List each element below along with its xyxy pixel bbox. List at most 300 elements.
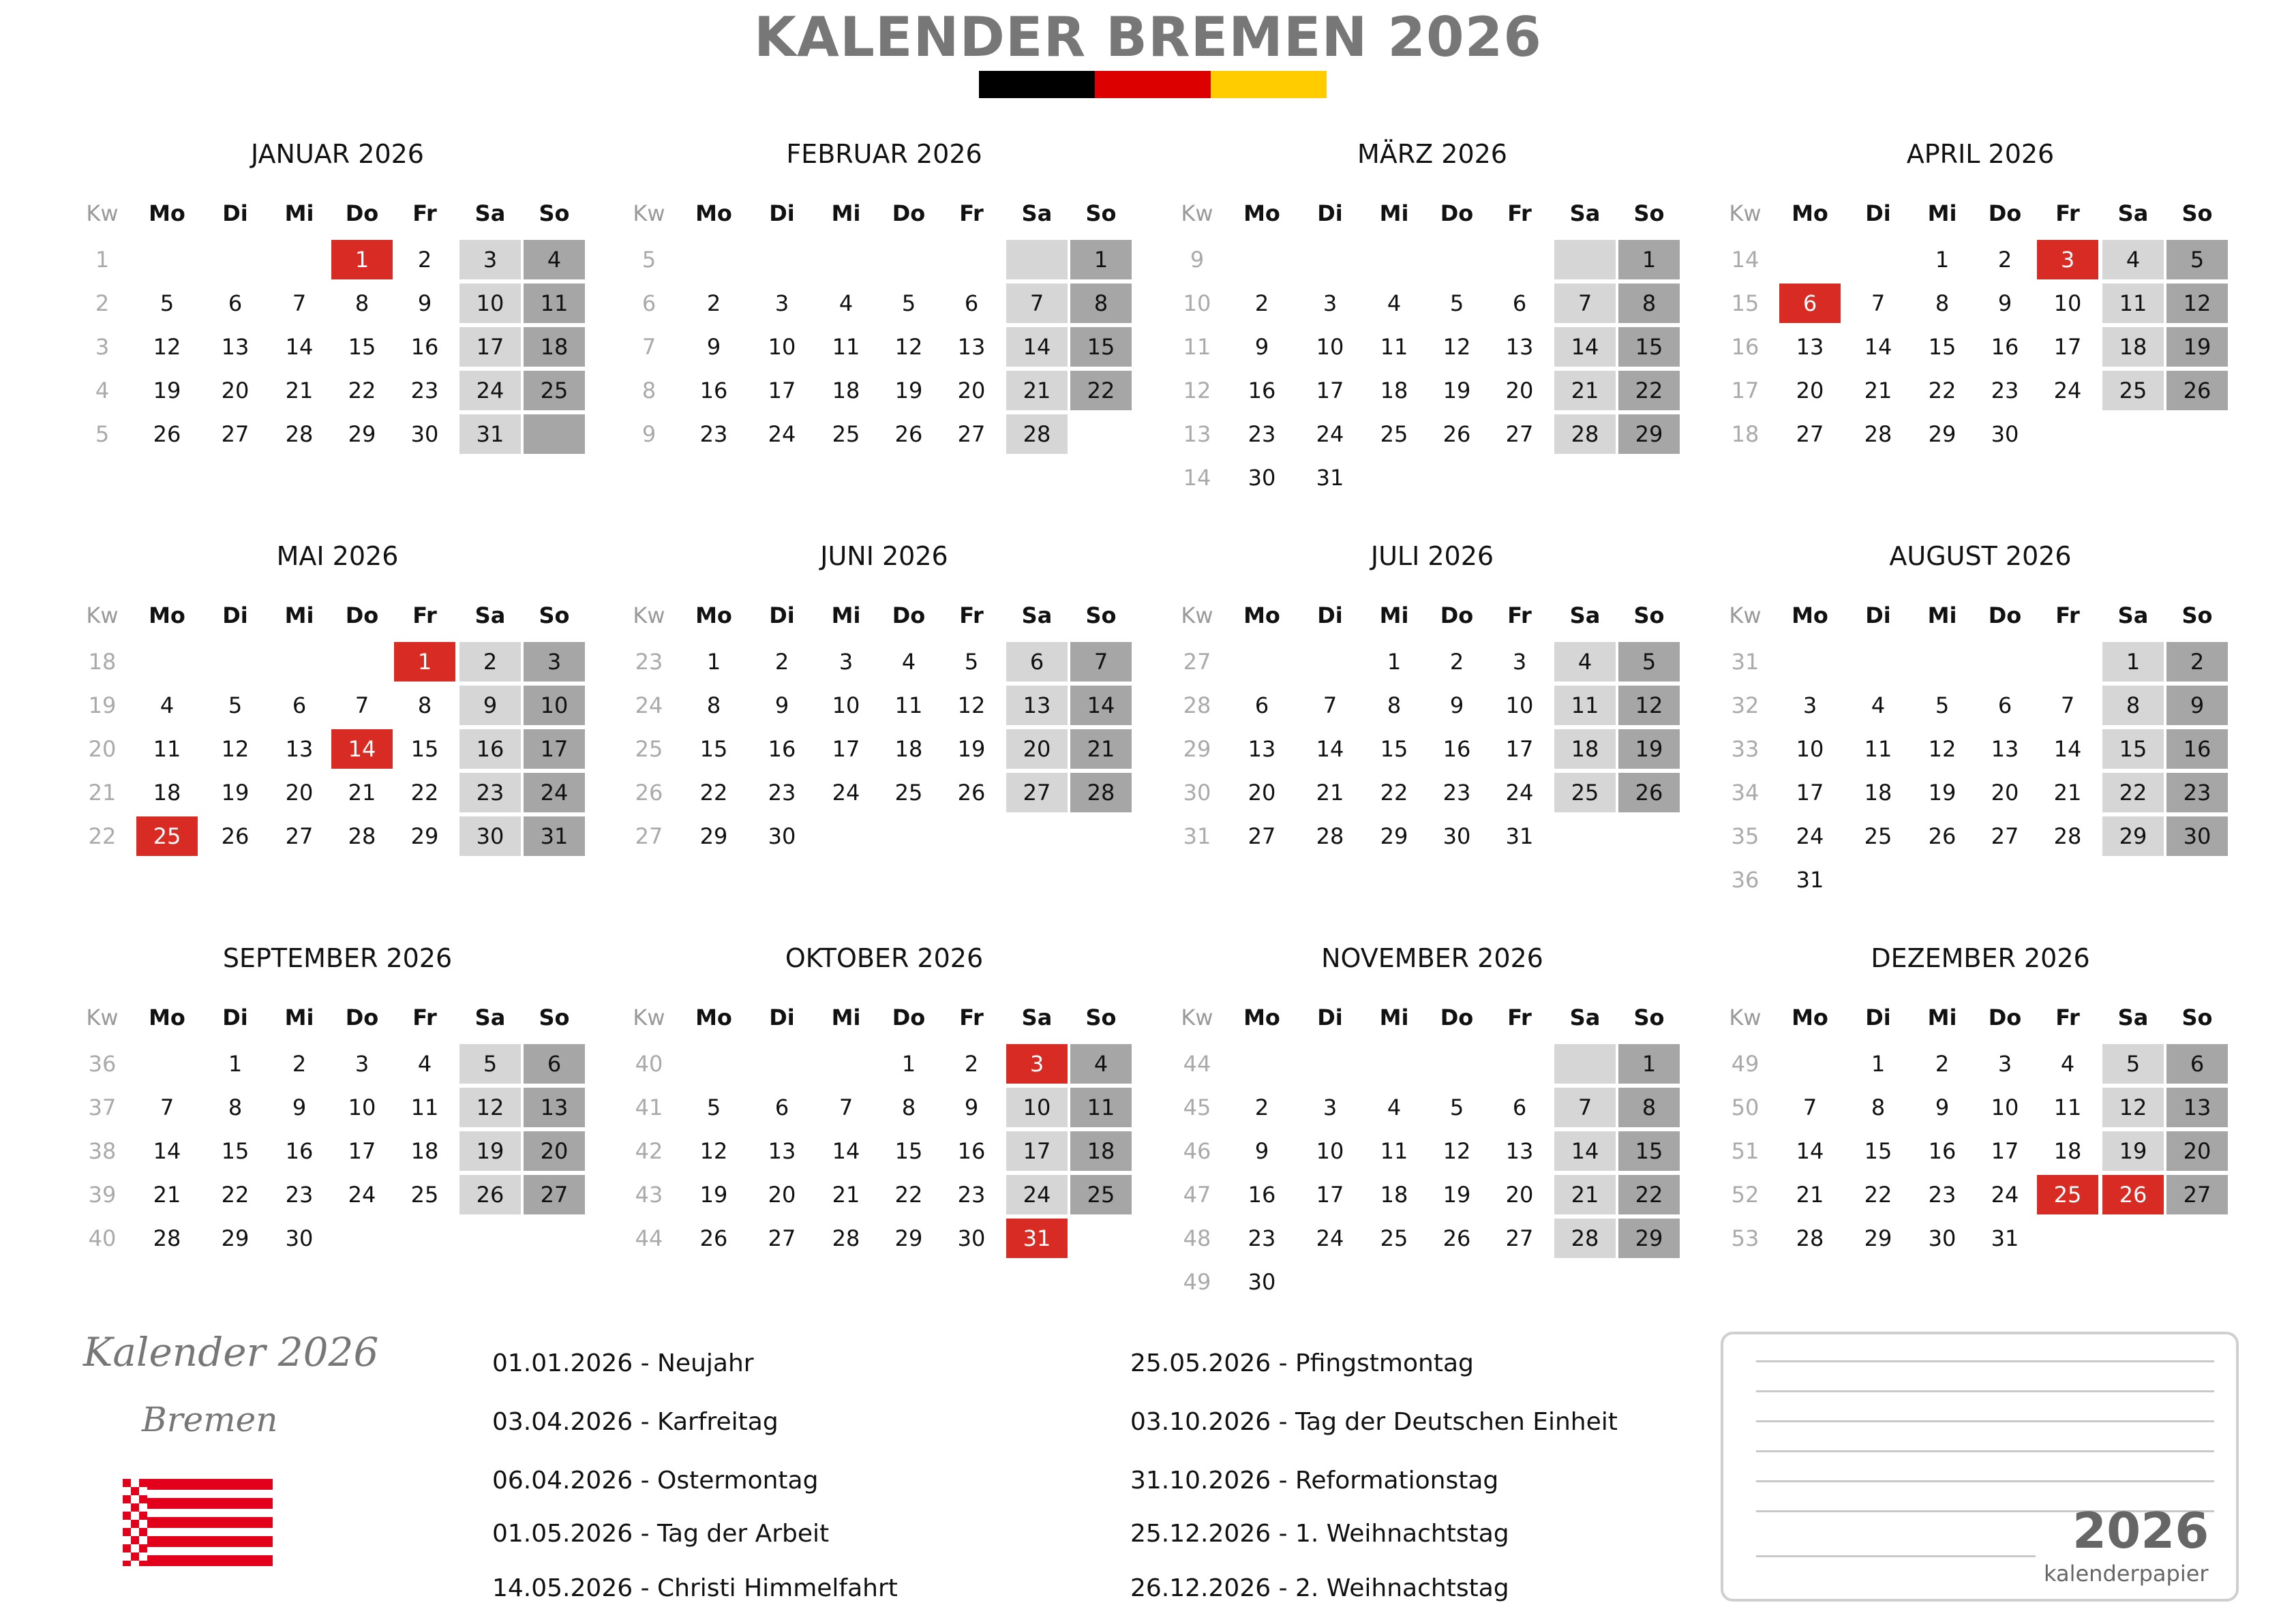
day: 20 (221, 378, 250, 403)
weekend-day: 15 (1618, 327, 1680, 367)
weekend-day: 19 (459, 1131, 521, 1171)
weekend-day: 8 (1618, 284, 1680, 323)
month-title: AUGUST 2026 (1889, 541, 2072, 571)
day: 24 (2053, 378, 2082, 403)
weekend-day: 8 (1070, 284, 1132, 323)
week-number-header: Kw (1181, 602, 1213, 628)
weekend-day: 16 (2166, 729, 2228, 769)
week-number-header: Kw (86, 1005, 119, 1030)
day: 4 (1387, 1095, 1402, 1120)
day: 6 (1512, 1095, 1527, 1120)
day: 22 (348, 378, 376, 403)
day: 16 (699, 378, 728, 403)
week-number: 31 (1731, 649, 1759, 675)
day: 27 (1505, 1225, 1534, 1251)
weekend-day: 15 (2102, 729, 2164, 769)
day: 3 (1323, 1095, 1338, 1120)
note-line (1756, 1390, 2214, 1392)
weekend-day: 20 (2166, 1131, 2228, 1171)
weekday-header: Sa (1569, 602, 1601, 628)
month-11 (1170, 938, 1695, 1313)
weekday-header: Mi (284, 602, 314, 628)
day: 3 (1323, 290, 1338, 316)
weekday-header: Do (1440, 602, 1474, 628)
day: 5 (901, 290, 916, 316)
day: 10 (1316, 334, 1344, 360)
week-number: 35 (1731, 823, 1759, 849)
day: 27 (1505, 421, 1534, 447)
weekday-header: Mi (831, 200, 861, 226)
weekend-day: 31 (524, 816, 585, 856)
weekend-day: 7 (1554, 284, 1616, 323)
day: 6 (1997, 692, 2012, 718)
weekend-day: 23 (459, 773, 521, 812)
day: 13 (1505, 334, 1534, 360)
weekday-header: Fr (412, 1005, 437, 1030)
week-number: 37 (88, 1095, 117, 1120)
day: 30 (1991, 421, 2019, 447)
day: 26 (1928, 823, 1957, 849)
week-number: 9 (1190, 247, 1205, 273)
week-number: 49 (1731, 1051, 1759, 1077)
weekend-day: 28 (1554, 1219, 1616, 1258)
day: 11 (153, 736, 181, 762)
weekend-day: 9 (459, 686, 521, 725)
day: 17 (1316, 1182, 1344, 1208)
week-number: 15 (1731, 290, 1759, 316)
day: 30 (768, 823, 796, 849)
week-number: 10 (1183, 290, 1211, 316)
weekday-header: So (2181, 1005, 2213, 1030)
weekday-header: Mo (1243, 602, 1280, 628)
week-number: 2 (95, 290, 110, 316)
week-number: 36 (1731, 867, 1759, 893)
week-number: 25 (635, 736, 663, 762)
day: 26 (221, 823, 250, 849)
day: 22 (221, 1182, 250, 1208)
day: 19 (1442, 1182, 1471, 1208)
day: 12 (221, 736, 250, 762)
weekday-header: Di (222, 602, 248, 628)
weekend-day: 25 (2102, 371, 2164, 410)
week-number: 28 (1183, 692, 1211, 718)
weekend-day: 5 (2166, 240, 2228, 279)
day: 10 (2053, 290, 2082, 316)
weekend-day: 3 (459, 240, 521, 279)
week-number: 52 (1731, 1182, 1759, 1208)
day: 17 (768, 378, 796, 403)
weekend-day: 22 (2102, 773, 2164, 812)
weekday-header: So (539, 602, 570, 628)
day: 9 (1449, 692, 1464, 718)
week-number: 44 (635, 1225, 663, 1251)
day: 10 (832, 692, 860, 718)
week-number: 7 (641, 334, 656, 360)
month-title: NOVEMBER 2026 (1321, 943, 1543, 973)
holiday-item: 06.04.2026 - Ostermontag (492, 1467, 819, 1495)
day: 28 (1796, 1225, 1824, 1251)
day: 20 (1248, 780, 1276, 806)
month-5 (75, 536, 600, 867)
day: 30 (957, 1225, 986, 1251)
day: 20 (1796, 378, 1824, 403)
weekend-day: 26 (459, 1175, 521, 1214)
weekday-header: Mi (1927, 1005, 1957, 1030)
weekday-header: Do (892, 200, 926, 226)
month-10 (622, 938, 1147, 1269)
weekend-day: 2 (2166, 642, 2228, 682)
notes-year: 2026 (2072, 1502, 2209, 1559)
weekend-day: 12 (1618, 686, 1680, 725)
weekday-header: Mi (284, 1005, 314, 1030)
day: 5 (1449, 1095, 1464, 1120)
week-number: 9 (641, 421, 656, 447)
day: 3 (354, 1051, 369, 1077)
weekend-day: 24 (1006, 1175, 1068, 1214)
week-number: 39 (88, 1182, 117, 1208)
day: 3 (1512, 649, 1527, 675)
month-title: SEPTEMBER 2026 (222, 943, 453, 973)
weekday-header: Fr (959, 602, 984, 628)
week-number: 50 (1731, 1095, 1759, 1120)
day: 4 (417, 1051, 432, 1077)
day: 6 (1512, 290, 1527, 316)
weekday-header: Fr (412, 200, 437, 226)
week-number: 44 (1183, 1051, 1211, 1077)
day: 18 (832, 378, 860, 403)
day: 10 (768, 334, 796, 360)
week-number-header: Kw (633, 200, 665, 226)
day: 16 (1248, 378, 1276, 403)
week-number: 47 (1183, 1182, 1211, 1208)
weekday-header: Di (769, 200, 795, 226)
weekday-header: Mo (149, 200, 185, 226)
weekend-day: 21 (1070, 729, 1132, 769)
weekend-day: 12 (2166, 284, 2228, 323)
week-number: 20 (88, 736, 117, 762)
day: 27 (1796, 421, 1824, 447)
weekend-day: 5 (459, 1044, 521, 1084)
day: 13 (768, 1138, 796, 1164)
weekend-day: 26 (1618, 773, 1680, 812)
day: 15 (221, 1138, 250, 1164)
weekend-day: 7 (1070, 642, 1132, 682)
weekday-header: Di (1317, 1005, 1343, 1030)
month-title: DEZEMBER 2026 (1871, 943, 2090, 973)
day: 29 (699, 823, 728, 849)
weekday-header: So (539, 1005, 570, 1030)
weekend-day: 17 (459, 327, 521, 367)
day: 26 (894, 421, 923, 447)
weekend-day: 19 (1618, 729, 1680, 769)
week-number-header: Kw (1729, 1005, 1762, 1030)
note-line (1756, 1420, 2214, 1422)
day: 9 (1254, 1138, 1269, 1164)
week-number: 23 (635, 649, 663, 675)
week-number-header: Kw (86, 602, 119, 628)
day: 25 (1864, 823, 1892, 849)
weekday-header: Mi (1379, 602, 1409, 628)
weekday-header: Do (892, 602, 926, 628)
weekend-day: 30 (2166, 816, 2228, 856)
day: 2 (1254, 1095, 1269, 1120)
week-number-header: Kw (1729, 602, 1762, 628)
holiday-item: 25.12.2026 - 1. Weihnachtstag (1130, 1520, 1509, 1548)
weekend-day: 29 (1618, 1219, 1680, 1258)
day: 28 (285, 421, 314, 447)
weekday-header: Mo (695, 1005, 732, 1030)
day: 18 (1380, 1182, 1408, 1208)
weekday-header: Di (1865, 200, 1891, 226)
weekday-header: Sa (2117, 602, 2149, 628)
weekend-day: 29 (1618, 414, 1680, 454)
day: 10 (1796, 736, 1824, 762)
month-3 (1170, 134, 1695, 508)
day: 1 (1871, 1051, 1886, 1077)
day: 28 (1864, 421, 1892, 447)
weekday-header: Sa (474, 200, 506, 226)
week-number: 27 (635, 823, 663, 849)
weekend-day: 22 (1618, 1175, 1680, 1214)
weekend-day: 13 (1006, 686, 1068, 725)
day: 21 (1316, 780, 1344, 806)
month-title: JANUAR 2026 (251, 139, 424, 169)
weekend-day: 24 (459, 371, 521, 410)
weekend-day: 20 (524, 1131, 585, 1171)
day: 25 (894, 780, 923, 806)
week-number: 18 (1731, 421, 1759, 447)
weekday-header: So (1633, 1005, 1665, 1030)
day: 19 (894, 378, 923, 403)
week-number: 42 (635, 1138, 663, 1164)
day: 29 (1864, 1225, 1892, 1251)
day: 19 (221, 780, 250, 806)
weekend-day: 28 (1554, 414, 1616, 454)
weekday-header: Mo (695, 200, 732, 226)
weekend-day: 8 (1618, 1088, 1680, 1127)
weekday-header: So (2181, 200, 2213, 226)
day: 13 (285, 736, 314, 762)
holiday-day: 14 (331, 729, 393, 769)
day: 26 (699, 1225, 728, 1251)
weekend-day: 6 (1006, 642, 1068, 682)
month-title: FEBRUAR 2026 (786, 139, 982, 169)
week-number: 32 (1731, 692, 1759, 718)
day: 20 (1991, 780, 2019, 806)
weekday-header: So (1085, 1005, 1117, 1030)
weekend-day: 1 (2102, 642, 2164, 682)
weekend-day: 19 (2166, 327, 2228, 367)
day: 27 (1991, 823, 2019, 849)
weekend-day: 17 (1006, 1131, 1068, 1171)
day: 16 (285, 1138, 314, 1164)
day: 8 (417, 692, 432, 718)
weekend-day: 1 (1070, 240, 1132, 279)
weekday-header: Mo (1792, 1005, 1828, 1030)
day: 14 (285, 334, 314, 360)
weekend-day: 16 (459, 729, 521, 769)
weekday-header: Mo (149, 1005, 185, 1030)
weekend-day: 18 (2102, 327, 2164, 367)
flag-stripe-black (979, 71, 1095, 98)
weekend-day: 26 (2166, 371, 2228, 410)
week-number: 36 (88, 1051, 117, 1077)
day: 24 (348, 1182, 376, 1208)
day: 12 (699, 1138, 728, 1164)
day: 29 (348, 421, 376, 447)
day: 30 (1442, 823, 1471, 849)
weekend-day: 1 (1618, 240, 1680, 279)
month-title: OKTOBER 2026 (785, 943, 984, 973)
week-number-header: Kw (1181, 200, 1213, 226)
day: 11 (410, 1095, 439, 1120)
month-6 (622, 536, 1147, 867)
day: 2 (417, 247, 432, 273)
day: 24 (1316, 1225, 1344, 1251)
day: 4 (901, 649, 916, 675)
week-number: 40 (88, 1225, 117, 1251)
weekend-day: 27 (524, 1175, 585, 1214)
day: 3 (1802, 692, 1817, 718)
day: 14 (832, 1138, 860, 1164)
weekend-day: 21 (1554, 1175, 1616, 1214)
week-number: 31 (1183, 823, 1211, 849)
day: 23 (1248, 1225, 1276, 1251)
day: 9 (292, 1095, 307, 1120)
day: 22 (894, 1182, 923, 1208)
week-number: 4 (95, 378, 110, 403)
week-number: 16 (1731, 334, 1759, 360)
day: 15 (410, 736, 439, 762)
weekday-header: Sa (2117, 200, 2149, 226)
weekend-day: 31 (459, 414, 521, 454)
day: 23 (1928, 1182, 1957, 1208)
week-number: 40 (635, 1051, 663, 1077)
month-2 (622, 134, 1147, 465)
weekday-header: Fr (2055, 602, 2080, 628)
day: 11 (1380, 334, 1408, 360)
weekend-day: 13 (2166, 1088, 2228, 1127)
weekend-day: 27 (2166, 1175, 2228, 1214)
weekend-day: 24 (524, 773, 585, 812)
day: 7 (2060, 692, 2075, 718)
day: 4 (1387, 290, 1402, 316)
week-number-header: Kw (1729, 200, 1762, 226)
note-line (1756, 1480, 2214, 1482)
weekday-header: So (1085, 200, 1117, 226)
day: 23 (768, 780, 796, 806)
weekend-day: 1 (1618, 1044, 1680, 1084)
day: 6 (964, 290, 979, 316)
weekday-header: Mi (1379, 200, 1409, 226)
weekday-header: Sa (1021, 200, 1053, 226)
weekend-day (1006, 240, 1068, 279)
day: 28 (348, 823, 376, 849)
day: 23 (699, 421, 728, 447)
weekend-day: 4 (524, 240, 585, 279)
footer-script-title: Kalender 2026 (83, 1329, 379, 1375)
day: 7 (1802, 1095, 1817, 1120)
day: 21 (1864, 378, 1892, 403)
weekend-day: 21 (1554, 371, 1616, 410)
day: 17 (2053, 334, 2082, 360)
month-8 (1718, 536, 2243, 911)
note-line (1756, 1450, 2214, 1452)
weekend-day: 25 (1554, 773, 1616, 812)
week-number: 1 (95, 247, 110, 273)
day: 2 (1254, 290, 1269, 316)
day: 9 (964, 1095, 979, 1120)
day: 10 (1505, 692, 1534, 718)
weekend-day: 28 (1070, 773, 1132, 812)
day: 19 (1928, 780, 1957, 806)
weekday-header: Fr (412, 602, 437, 628)
weekday-header: So (539, 200, 570, 226)
weekday-header: Mi (1379, 1005, 1409, 1030)
weekend-day: 5 (1618, 642, 1680, 682)
day: 13 (221, 334, 250, 360)
day: 8 (1871, 1095, 1886, 1120)
weekday-header: Di (222, 1005, 248, 1030)
day: 18 (1864, 780, 1892, 806)
day: 26 (1442, 1225, 1471, 1251)
day: 31 (1796, 867, 1824, 893)
day: 18 (894, 736, 923, 762)
day: 20 (285, 780, 314, 806)
weekend-day: 11 (1554, 686, 1616, 725)
holiday-item: 03.10.2026 - Tag der Deutschen Einheit (1130, 1408, 1618, 1436)
week-number-header: Kw (633, 1005, 665, 1030)
day: 23 (410, 378, 439, 403)
week-number: 3 (95, 334, 110, 360)
week-number: 53 (1731, 1225, 1759, 1251)
day: 1 (901, 1051, 916, 1077)
weekend-day: 15 (1618, 1131, 1680, 1171)
day: 18 (153, 780, 181, 806)
week-number: 29 (1183, 736, 1211, 762)
day: 21 (153, 1182, 181, 1208)
holiday-item: 03.04.2026 - Karfreitag (492, 1408, 779, 1436)
day: 5 (1935, 692, 1950, 718)
weekday-header: Sa (1021, 1005, 1053, 1030)
day: 20 (768, 1182, 796, 1208)
weekend-day (1554, 240, 1616, 279)
weekend-day: 14 (1070, 686, 1132, 725)
day: 7 (354, 692, 369, 718)
weekday-header: Sa (1569, 1005, 1601, 1030)
week-number: 5 (641, 247, 656, 273)
weekend-day: 10 (459, 284, 521, 323)
holiday-item: 01.05.2026 - Tag der Arbeit (492, 1520, 830, 1548)
day: 31 (1991, 1225, 2019, 1251)
day: 28 (1316, 823, 1344, 849)
weekend-day: 18 (524, 327, 585, 367)
day: 12 (1928, 736, 1957, 762)
day: 23 (285, 1182, 314, 1208)
day: 10 (1316, 1138, 1344, 1164)
day: 9 (1935, 1095, 1950, 1120)
day: 9 (706, 334, 721, 360)
day: 16 (1991, 334, 2019, 360)
day: 29 (1928, 421, 1957, 447)
day: 25 (410, 1182, 439, 1208)
day: 5 (1449, 290, 1464, 316)
week-number: 43 (635, 1182, 663, 1208)
day: 5 (706, 1095, 721, 1120)
day: 27 (768, 1225, 796, 1251)
weekend-day: 11 (524, 284, 585, 323)
day: 13 (1248, 736, 1276, 762)
